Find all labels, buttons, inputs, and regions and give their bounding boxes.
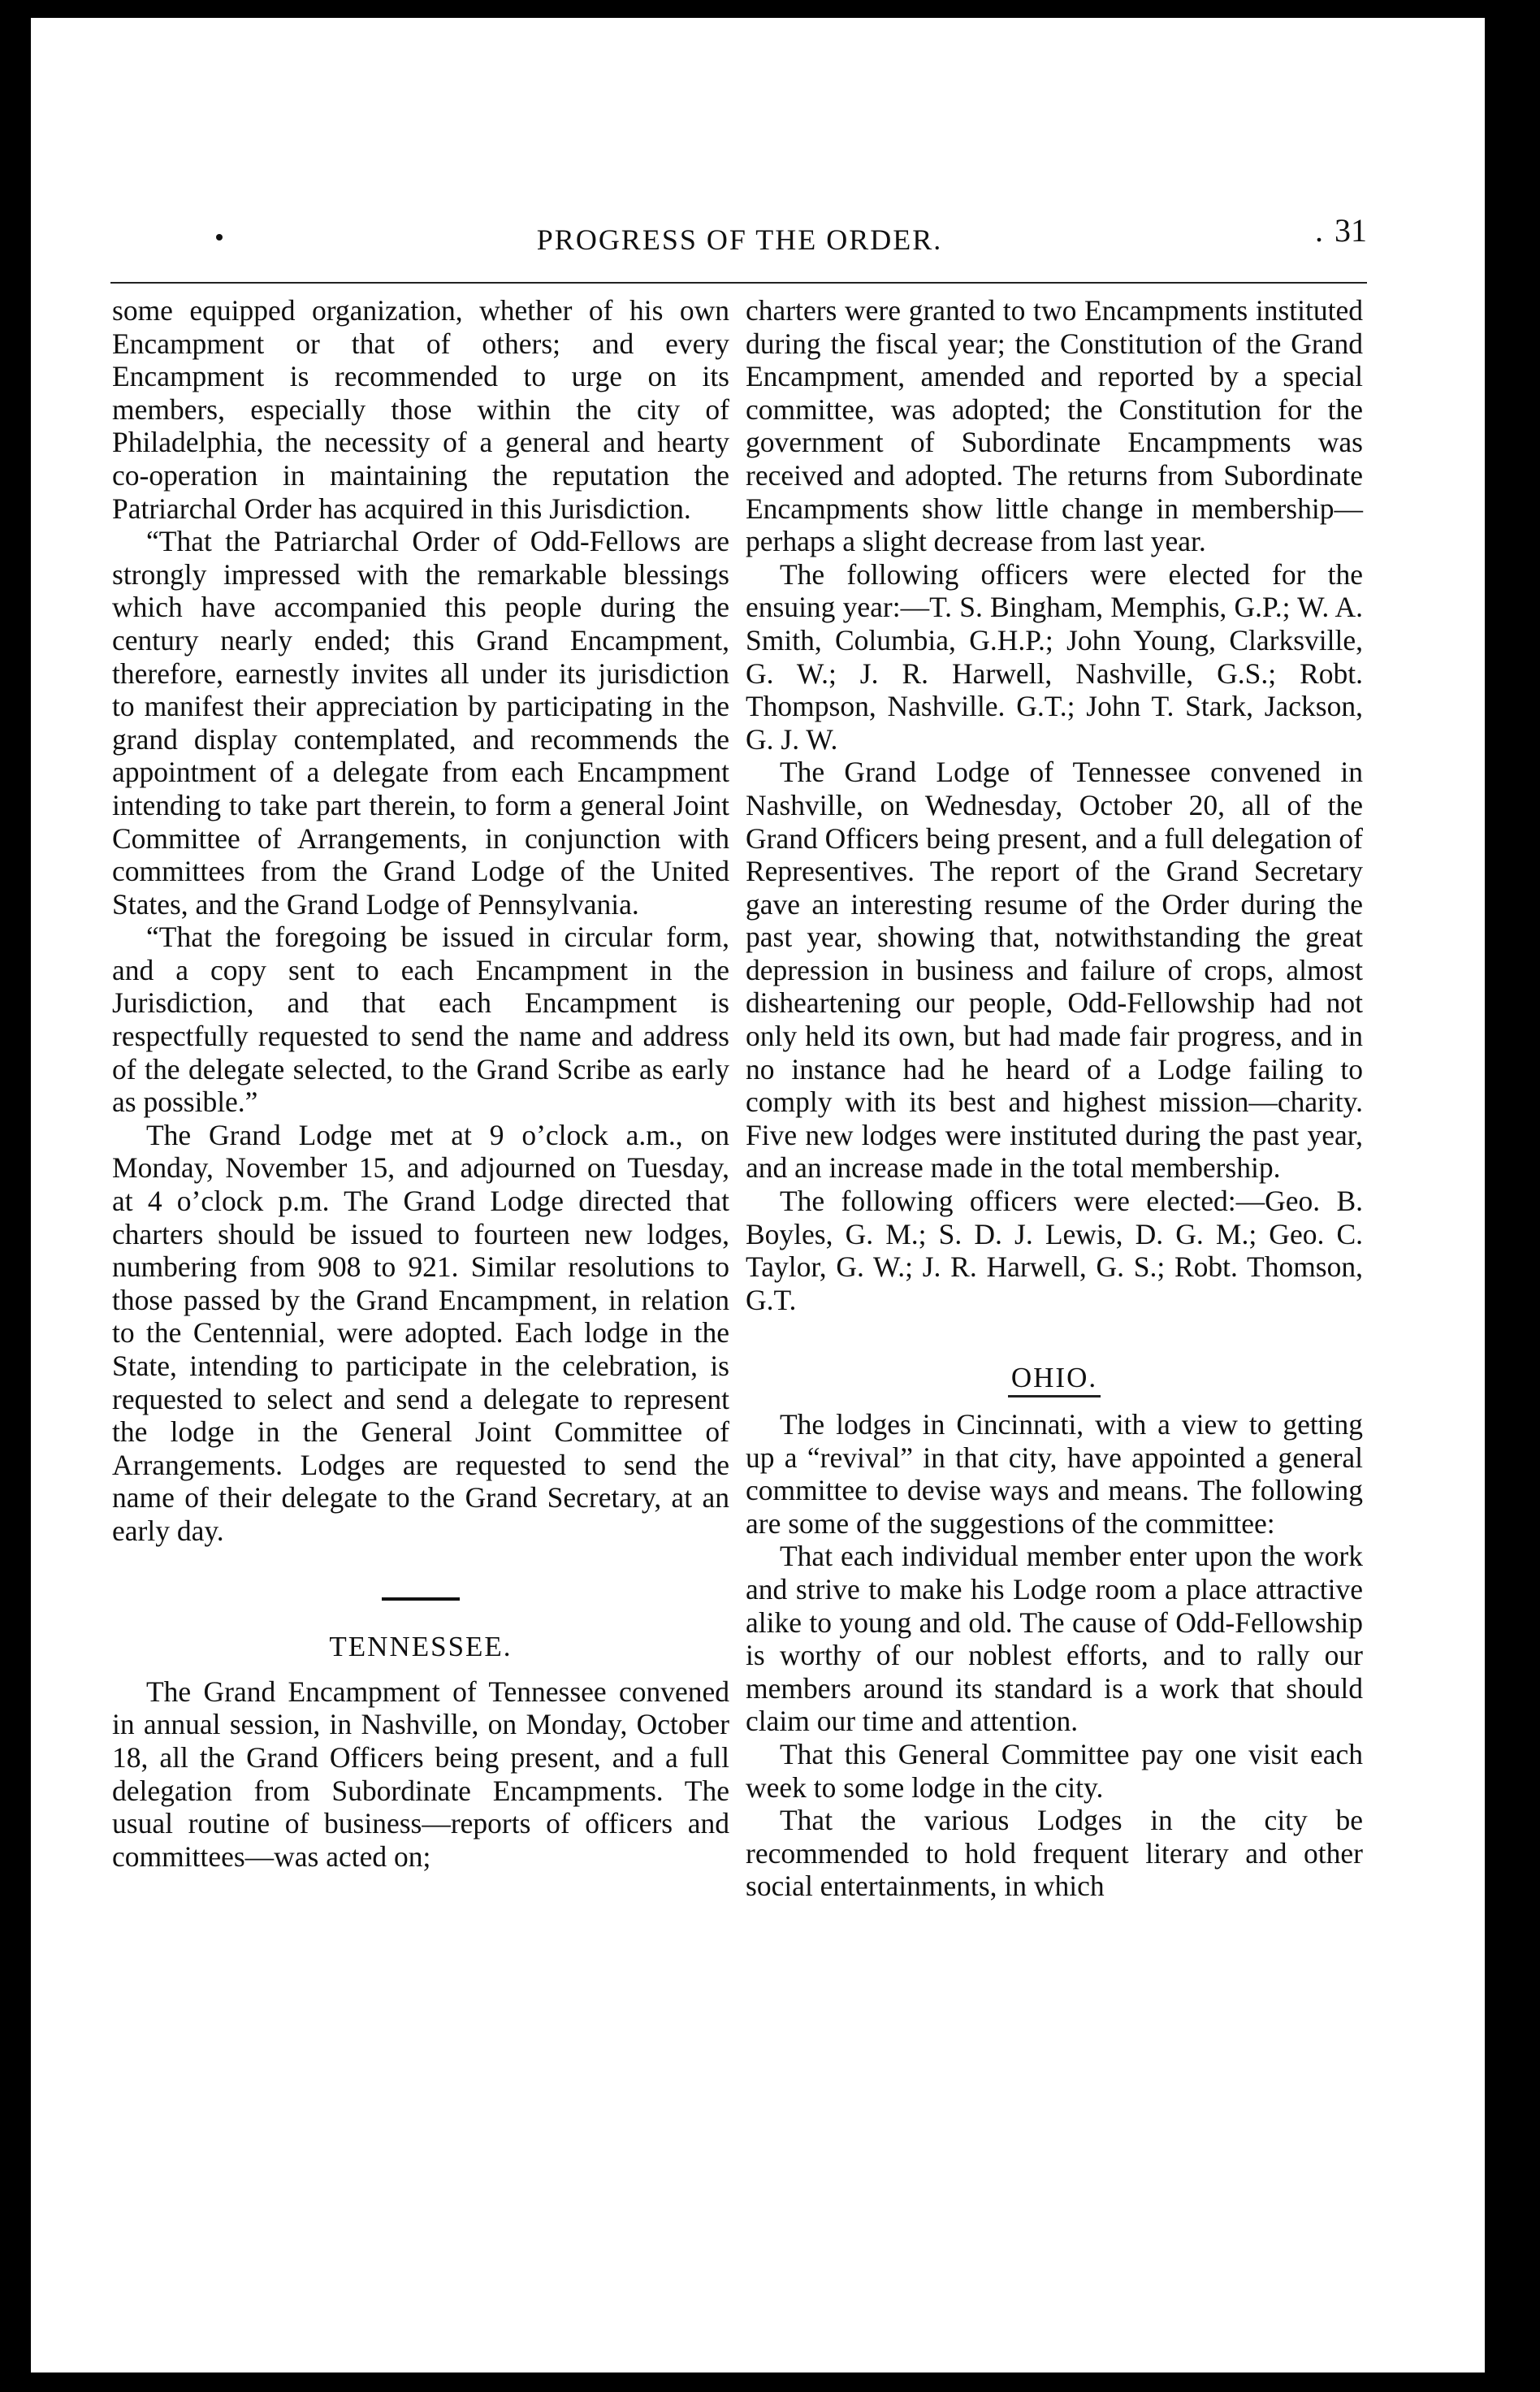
section-separator bbox=[112, 1580, 729, 1614]
right-column bbox=[746, 294, 1363, 1903]
right-paragraph-6: That each individual member enter upon the work and strive to make his Lodge room a place attractive alike to young and old. The cause of Odd-Fellowship is worthy of our noblest efforts, and to rally our members around its standard is a work that should claim our time and attention. bbox=[746, 1540, 1363, 1738]
tennessee-heading: TENNESSEE. bbox=[329, 1631, 513, 1663]
left-column bbox=[112, 294, 729, 1873]
page-number: 31 bbox=[1335, 212, 1367, 249]
right-paragraph-7: That this General Committee pay one visit each week to some lodge in the city. bbox=[746, 1737, 1363, 1804]
right-paragraph-3: The Grand Lodge of Tennessee convened in Nashville, on Wednesday, October 20, all of the Grand Officers being present, and a full delegation of Representives. The report of the Grand Secretary gave an interesting resume of the Order during the past year, showing that, notwithstanding the great depression in business and failure of crops, almost disheartening our people, Odd-Fellowship had not only held its own, but had made fair progress, and in no instance had he heard of a Lodge failing to comply with its best and highest mission—charity. Five new lodges were instituted during the past year, and an increase made in the total membership. bbox=[746, 756, 1363, 1185]
left-paragraph-5: The Grand Encampment of Tennessee convened in annual session, in Nashville, on Monday, October 18, all the Grand Officers being present, and a full delegation from Subordinate Encampments. The usual routine of business—reports of officers and committees—was acted on; bbox=[112, 1675, 729, 1873]
ohio-heading: OHIO. bbox=[1008, 1362, 1101, 1398]
right-paragraph-5: The lodges in Cincinnati, with a view to getting up a “revival” in that city, have appointed a general committee to devise ways and means. The following are some of the suggestions of the committee: bbox=[746, 1408, 1363, 1540]
right-paragraph-4: The following officers were elected:—Geo. B. Boyles, G. M.; S. D. J. Lewis, D. G. M.; Geo. C. Taylor, G. W.; J. R. Harwell, G. S.; Robt. Thomson, G.T. bbox=[746, 1185, 1363, 1316]
right-paragraph-1: charters were granted to two Encampments instituted during the fiscal year; the Constitution of the Grand Encampment, amended and reported by a special committee, was adopted; the Constitution for the government of Subordinate Encampments was received and adopted. The returns from Subordinate Encampments show little change in membership—perhaps a slight decrease from last year. bbox=[746, 294, 1363, 558]
left-paragraph-1: some equipped organization, whether of his own Encampment or that of others; and every Encampment is recommended to urge on its members, especially those within the city of Philadelphia, the necessity of a general and hearty co-operation in maintaining the reputation the Patriarchal Order has acquired in this Jurisdiction. bbox=[112, 294, 729, 525]
left-paragraph-4: The Grand Lodge met at 9 o’clock a.m., on Monday, November 15, and adjourned on Tuesday, at 4 o’clock p.m. The Grand Lodge directed that charters should be issued to fourteen new lodges, numbering from 908 to 921. Similar resolutions to those passed by the Grand Encampment, in relation to the Centennial, were adopted. Each lodge in the State, intending to participate in the celebration, is requested to select and send a delegate to represent the lodge in the General Joint Committee of Arrangements. Lodges are requested to send the name of their delegate to the Grand Secretary, at an early day. bbox=[112, 1118, 729, 1547]
page-number-wrap: . 31 bbox=[1315, 212, 1367, 249]
right-paragraph-8: That the various Lodges in the city be recommended to hold frequent literary and other social entertainments, in which bbox=[746, 1804, 1363, 1903]
left-paragraph-3: “That the foregoing be issued in circular form, and a copy sent to each Encampment in the Jurisdiction, and that each Encampment is respectfully requested to send the name and address of the delegate selected, to the Grand Scribe as early as possible.” bbox=[112, 921, 729, 1119]
right-paragraph-2: The following officers were elected for the ensuing year:—T. S. Bingham, Memphis, G.P.; W. A. Smith, Columbia, G.H.P.; John Young, Clarksville, G. W.; J. R. Harwell, Nashville, G.S.; Robt. Thompson, Nashville. G.T.; John T. Stark, Jackson, G. J. W. bbox=[746, 557, 1363, 756]
page bbox=[31, 18, 1485, 2372]
ohio-heading-wrap bbox=[746, 1362, 1363, 1395]
header-rule bbox=[110, 282, 1367, 284]
running-title: PROGRESS OF THE ORDER. bbox=[536, 223, 943, 256]
running-header bbox=[112, 195, 1367, 268]
left-paragraph-2: “That the Patriarchal Order of Odd-Fellows are strongly impressed with the remarkable blessings which have accompanied this people during the century nearly ended; this Grand Encampment, therefore, earnestly invites all under its jurisdiction to manifest their appreciation by participating in the grand display contemplated, and recommends the appointment of a delegate from each Encampment intending to take part therein, to form a general Joint Committee of Arrangements, in conjunction with committees from the Grand Lodge of the United States, and the Grand Lodge of Pennsylvania. bbox=[112, 525, 729, 921]
